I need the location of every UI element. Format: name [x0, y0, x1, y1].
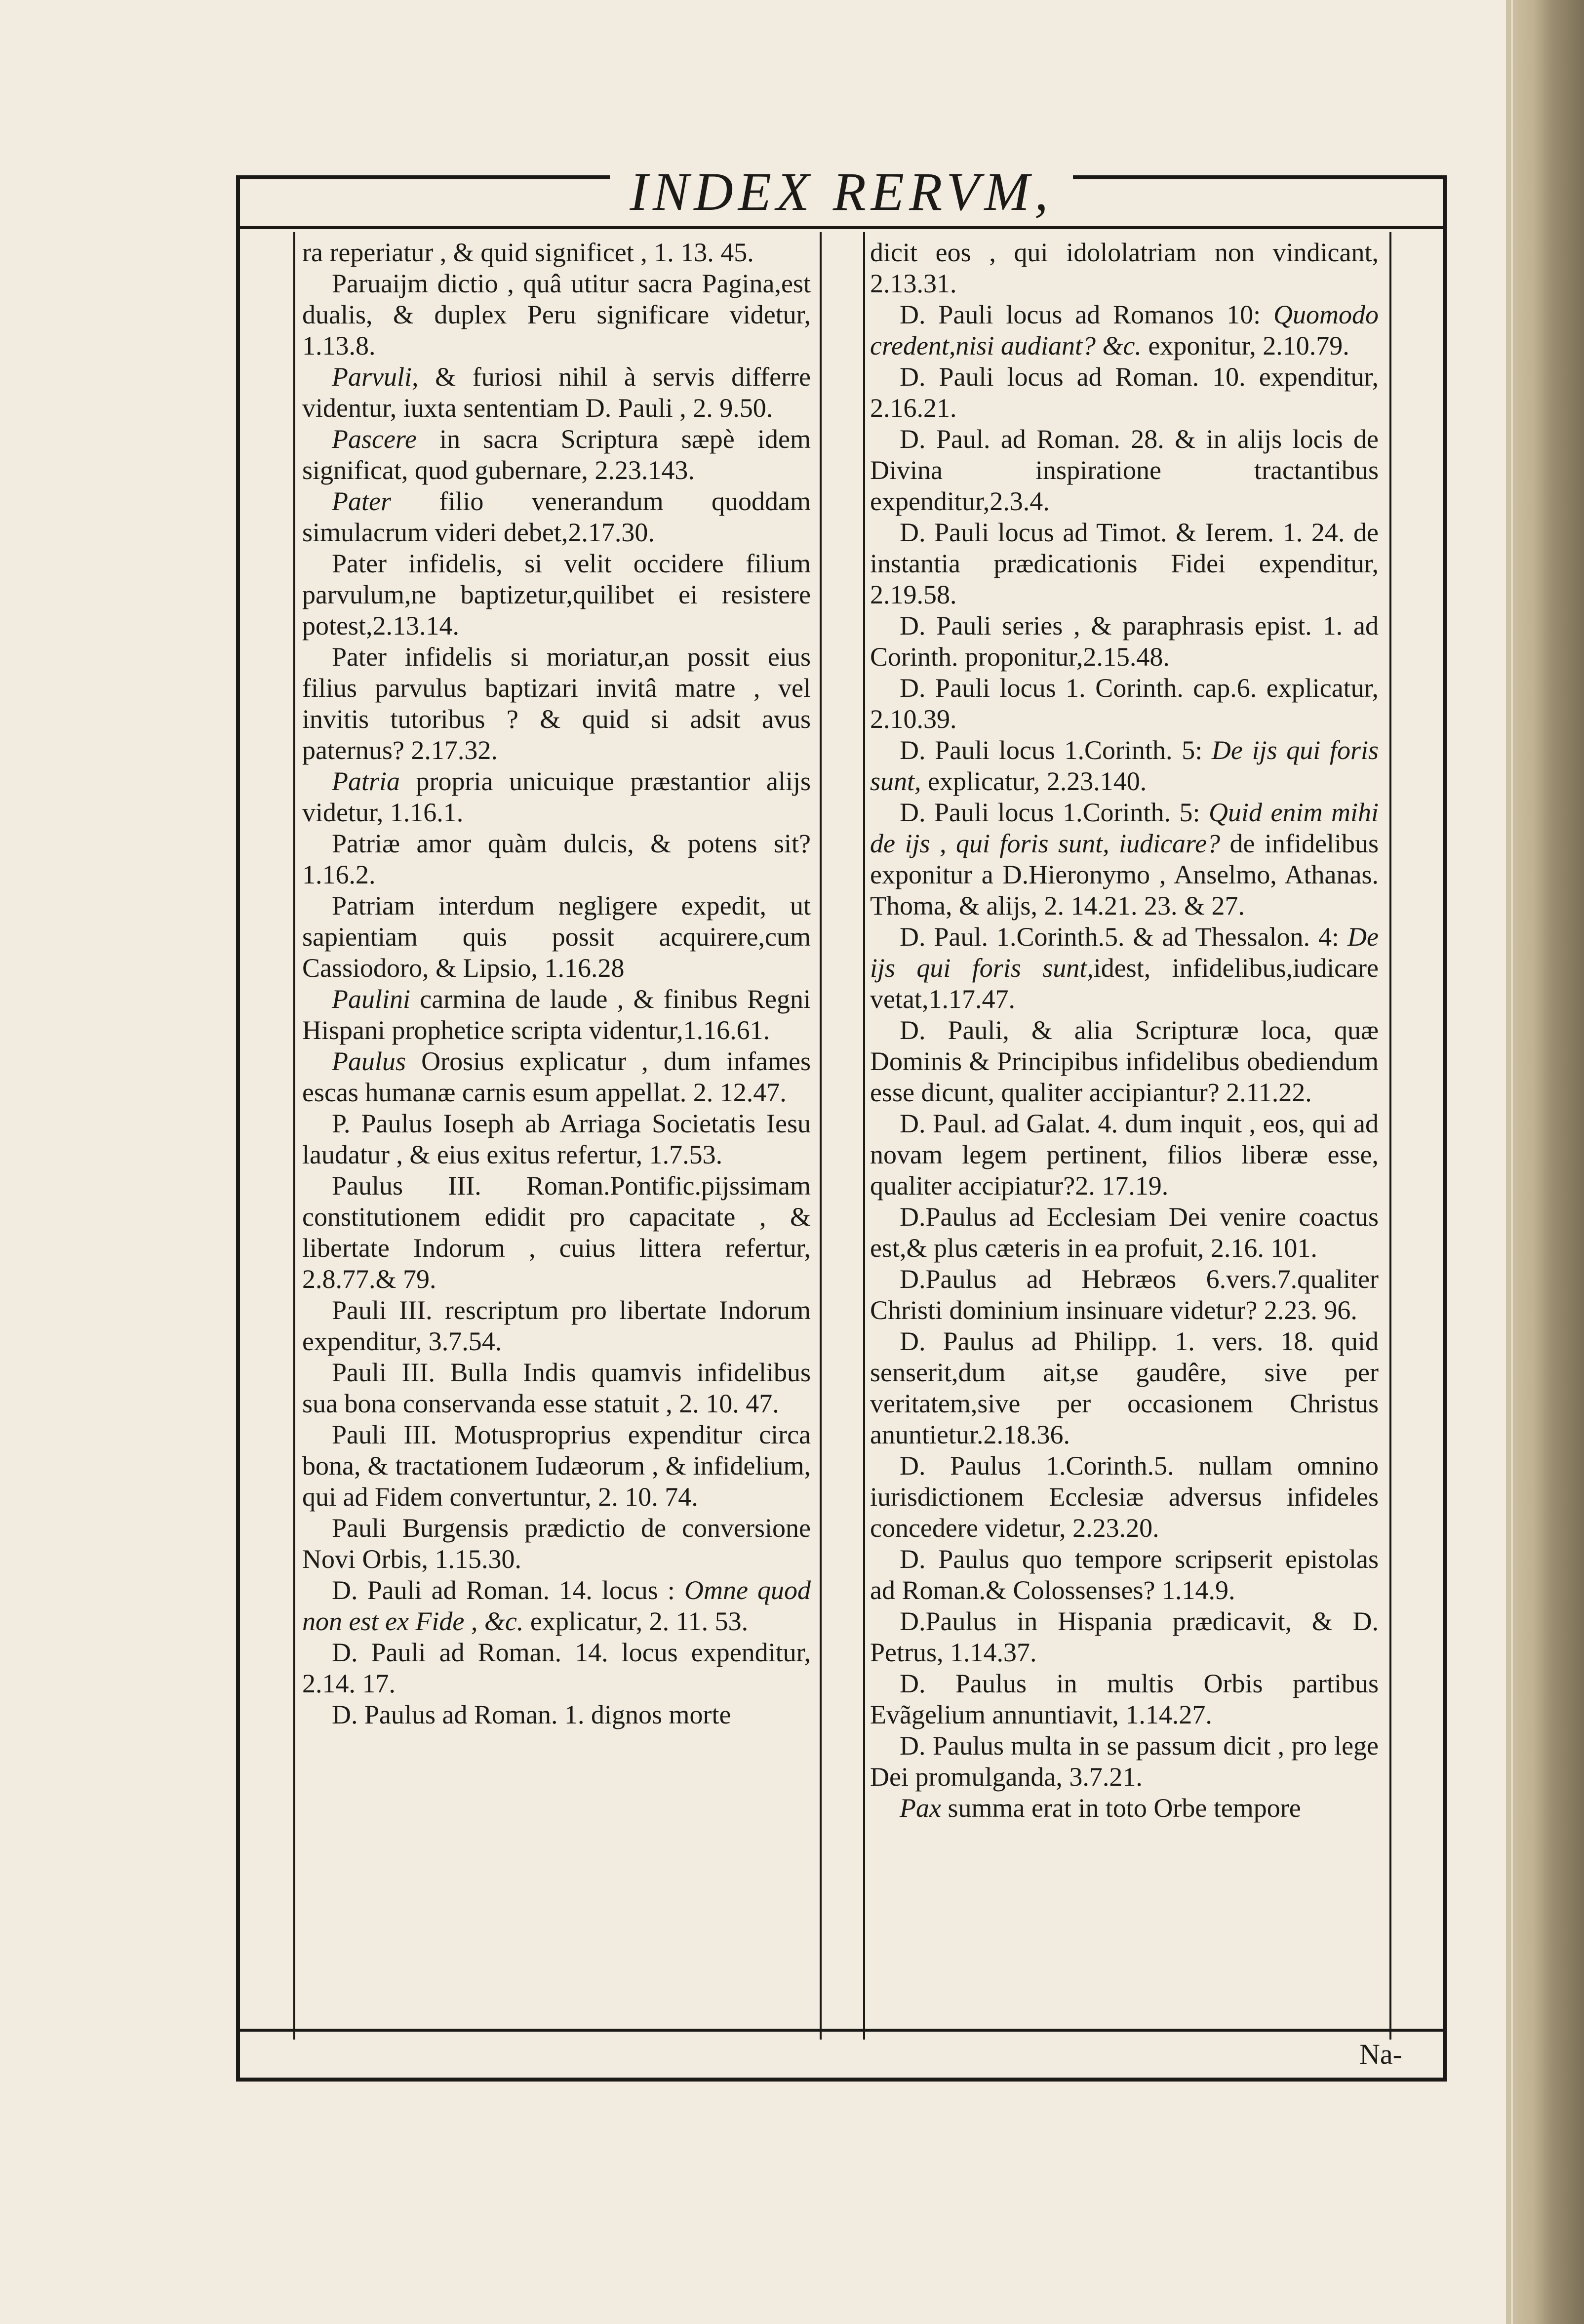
- index-entry: [870, 1450, 1379, 1544]
- index-entry: [302, 766, 811, 828]
- entry-text: D.Paulus ad Hebræos 6.vers.7.qualiter Christi dominium insinuare videtur? 2.23. 96.: [870, 1264, 1379, 1325]
- footer-rule: [236, 2029, 1447, 2032]
- entry-text: D.Paulus ad Ecclesiam Dei venire coactus est,& plus cæteris in ea profuit, 2.16. 101.: [870, 1202, 1379, 1263]
- entry-text: D. Paulus 1.Corinth.5. nullam omnino iurisdictionem Ecclesiæ adversus infideles concedere videtur, 2.23.20.: [870, 1451, 1379, 1543]
- page-title: INDEX RERVM,: [610, 157, 1072, 226]
- entry-reference: de infidelibus exponitur a D.Hieronymo , Anselmo, Athanas. Thoma, & alijs, 2. 14.21. 23. & 27.: [870, 829, 1379, 921]
- entry-quotation: Quomodo credent,nisi audiant? &c.: [870, 300, 1379, 361]
- entry-text: summa erat in toto Orbe tempore: [941, 1793, 1301, 1823]
- entry-text: D. Pauli locus 1.Corinth. 5:: [900, 735, 1212, 765]
- index-entry: [302, 1575, 811, 1637]
- index-entry: [870, 237, 1379, 299]
- index-entry: [870, 735, 1379, 797]
- index-entry: [302, 237, 811, 268]
- index-entry: [870, 1264, 1379, 1326]
- entry-text: D. Pauli ad Roman. 14. locus :: [332, 1575, 684, 1605]
- index-entry: [870, 517, 1379, 610]
- index-entry: [302, 548, 811, 641]
- entry-text: Pauli III. Bulla Indis quamvis infidelibus sua bona conservanda esse statuit , 2. 10. 47.: [302, 1358, 811, 1418]
- right-column: [870, 237, 1379, 2025]
- entry-text: carmina de laude , & finibus Regni Hispani prophetice scripta videntur,1.16.61.: [302, 984, 811, 1045]
- entry-text: Paruaijm dictio , quâ utitur sacra Pagina,est dualis, & duplex Peru significare videtur, 1.13.8.: [302, 269, 811, 361]
- page-edge: [1506, 0, 1584, 2324]
- entry-text: D. Paul. 1.Corinth.5. & ad Thessalon. 4:: [900, 922, 1348, 952]
- index-entry: [870, 1108, 1379, 1202]
- entry-text: D. Paulus ad Philipp. 1. vers. 18. quid senserit,dum ait,se gaudêre, sive per veritatem,sive per occasionem Christus anuntietur.2.18.36.: [870, 1326, 1379, 1449]
- entry-text: P. Paulus Ioseph ab Arriaga Societatis Iesu laudatur , & eius exitus refertur, 1.7.53.: [302, 1109, 811, 1169]
- index-entry: [870, 299, 1379, 361]
- entry-text: D. Paulus quo tempore scripserit epistolas ad Roman.& Colossenses? 1.14.9.: [870, 1544, 1379, 1605]
- entry-text: Pauli III. rescriptum pro libertate Indorum expenditur, 3.7.54.: [302, 1295, 811, 1356]
- entry-text: Pauli III. Motusproprius expenditur circa bona, & tractationem Iudæorum , & infidelium, qui ad Fidem convertuntur, 2. 10. 74.: [302, 1420, 811, 1512]
- index-entry: [302, 1046, 811, 1108]
- entry-text: D. Pauli ad Roman. 14. locus expenditur, 2.14. 17.: [302, 1638, 811, 1698]
- entry-reference: idest, infidelibus,iudicare vetat,1.17.47.: [870, 953, 1379, 1014]
- index-entry: [302, 1108, 811, 1170]
- index-entry: [302, 1513, 811, 1575]
- entry-text: dicit eos , qui idololatriam non vindicant, 2.13.31.: [870, 238, 1379, 298]
- index-entry: [870, 797, 1379, 922]
- entry-headword: Pax: [900, 1793, 941, 1823]
- entry-text: D. Pauli locus 1. Corinth. cap.6. explicatur, 2.10.39.: [870, 673, 1379, 734]
- index-entry: [302, 486, 811, 548]
- entry-headword: Pater: [332, 486, 391, 516]
- entry-quotation: Quid enim mihi de ijs , qui foris sunt, iudicare?: [870, 798, 1379, 858]
- entry-text: D. Pauli locus ad Roman. 10. expenditur, 2.16.21.: [870, 362, 1379, 423]
- header-rule: [236, 226, 1447, 229]
- catchword: Na-: [1359, 2038, 1402, 2070]
- entry-quotation: Omne quod non est ex Fide , &c.: [302, 1575, 811, 1636]
- entry-text: & furiosi nihil à servis differre videntur, iuxta sententiam D. Pauli , 2. 9.50.: [302, 362, 811, 423]
- entry-headword: Paulini: [332, 984, 410, 1014]
- entry-reference: explicatur, 2.23.140.: [921, 766, 1147, 796]
- entry-text: D. Paulus multa in se passum dicit , pro lege Dei promulganda, 3.7.21.: [870, 1731, 1379, 1792]
- entry-text: D. Paulus in multis Orbis partibus Evãgelium annuntiavit, 1.14.27.: [870, 1669, 1379, 1729]
- index-entry: [302, 424, 811, 486]
- index-entry: [302, 890, 811, 984]
- index-entry: [302, 1295, 811, 1357]
- entry-headword: Paulus: [332, 1046, 406, 1076]
- index-entry: [870, 1606, 1379, 1668]
- index-entry: [302, 1357, 811, 1419]
- entry-headword: Patria: [332, 766, 400, 796]
- index-entry: [302, 268, 811, 361]
- index-entry: [870, 1668, 1379, 1730]
- index-entry: [870, 424, 1379, 517]
- entry-headword: Pascere: [332, 424, 417, 454]
- entry-text: Pater infidelis, si velit occidere filium parvulum,ne baptizetur,quilibet ei resistere potest,2.13.14.: [302, 549, 811, 641]
- index-entry: [870, 1793, 1379, 1824]
- entry-quotation: De ijs qui foris sunt,: [870, 735, 1379, 796]
- entry-reference: exponitur, 2.10.79.: [1141, 331, 1349, 361]
- page-header: [236, 157, 1447, 226]
- index-entry: [302, 1637, 811, 1699]
- entry-text: D. Pauli series , & paraphrasis epist. 1. ad Corinth. proponitur,2.15.48.: [870, 611, 1379, 672]
- entry-text: Pater infidelis si moriatur,an possit eius filius parvulus baptizari invitâ matre , vel invitis tutoribus ? & quid si adsit avus paternus? 2.17.32.: [302, 642, 811, 765]
- entry-text: in sacra Scriptura sæpè idem significat, quod gubernare, 2.23.143.: [302, 424, 811, 485]
- entry-text: ra reperiatur , & quid significet , 1. 13. 45.: [302, 238, 754, 267]
- entry-headword: Parvuli,: [332, 362, 419, 392]
- index-entry: [302, 641, 811, 766]
- entry-text: D. Paul. ad Roman. 28. & in alijs locis de Divina inspiratione tractantibus expenditur,2.3.4.: [870, 424, 1379, 516]
- entry-text: D. Paulus ad Roman. 1. dignos morte: [332, 1700, 731, 1729]
- index-entry: [870, 1730, 1379, 1793]
- index-entry: [302, 984, 811, 1046]
- entry-text: Patriam interdum negligere expedit, ut sapientiam quis possit acquirere,cum Cassiodoro, & Lipsio, 1.16.28: [302, 891, 811, 983]
- entry-text: Pauli Burgensis prædictio de conversione Novi Orbis, 1.15.30.: [302, 1513, 811, 1574]
- index-entry: [870, 922, 1379, 1015]
- index-entry: [870, 673, 1379, 735]
- entry-text: Paulus III. Roman.Pontific.pijssimam constitutionem edidit pro capacitate , & libertate Indorum , cuius littera refertur, 2.8.77.& 79.: [302, 1171, 811, 1294]
- entry-text: D. Pauli locus 1.Corinth. 5:: [900, 798, 1209, 827]
- index-entry: [870, 1202, 1379, 1264]
- entry-text: propria unicuique præstantior alijs videtur, 1.16.1.: [302, 766, 811, 827]
- entry-text: D.Paulus in Hispania prædicavit, & D. Petrus, 1.14.37.: [870, 1606, 1379, 1667]
- index-entry: [302, 1699, 811, 1730]
- left-column: [302, 237, 811, 2025]
- entry-quotation: De ijs qui foris sunt,: [870, 922, 1379, 983]
- entry-text: D. Pauli locus ad Romanos 10:: [900, 300, 1273, 329]
- index-entry: [870, 1326, 1379, 1450]
- index-entry: [870, 361, 1379, 424]
- entry-text: D. Pauli locus ad Timot. & Ierem. 1. 24. de instantia prædicationis Fidei expenditur, 2.19.58.: [870, 518, 1379, 609]
- index-entry: [302, 828, 811, 890]
- entry-reference: explicatur, 2. 11. 53.: [523, 1606, 749, 1636]
- index-entry: [870, 1544, 1379, 1606]
- entry-text: D. Paul. ad Galat. 4. dum inquit , eos, qui ad novam legem pertinent, filios liberæ esse, qualiter accipiatur?2. 17.19.: [870, 1109, 1379, 1201]
- entry-text: filio venerandum quoddam simulacrum videri debet,2.17.30.: [302, 486, 811, 547]
- index-entry: [870, 1015, 1379, 1108]
- entry-text: Patriæ amor quàm dulcis, & potens sit? 1.16.2.: [302, 829, 811, 889]
- index-entry: [302, 1419, 811, 1513]
- index-entry: [870, 610, 1379, 673]
- index-entry: [302, 361, 811, 424]
- index-entry: [302, 1170, 811, 1295]
- entry-text: Orosius explicatur , dum infames escas humanæ carnis esum appellat. 2. 12.47.: [302, 1046, 811, 1107]
- entry-text: D. Pauli, & alia Scripturæ loca, quæ Dominis & Principibus infidelibus obediendum esse dicunt, qualiter accipiantur? 2.11.22.: [870, 1015, 1379, 1107]
